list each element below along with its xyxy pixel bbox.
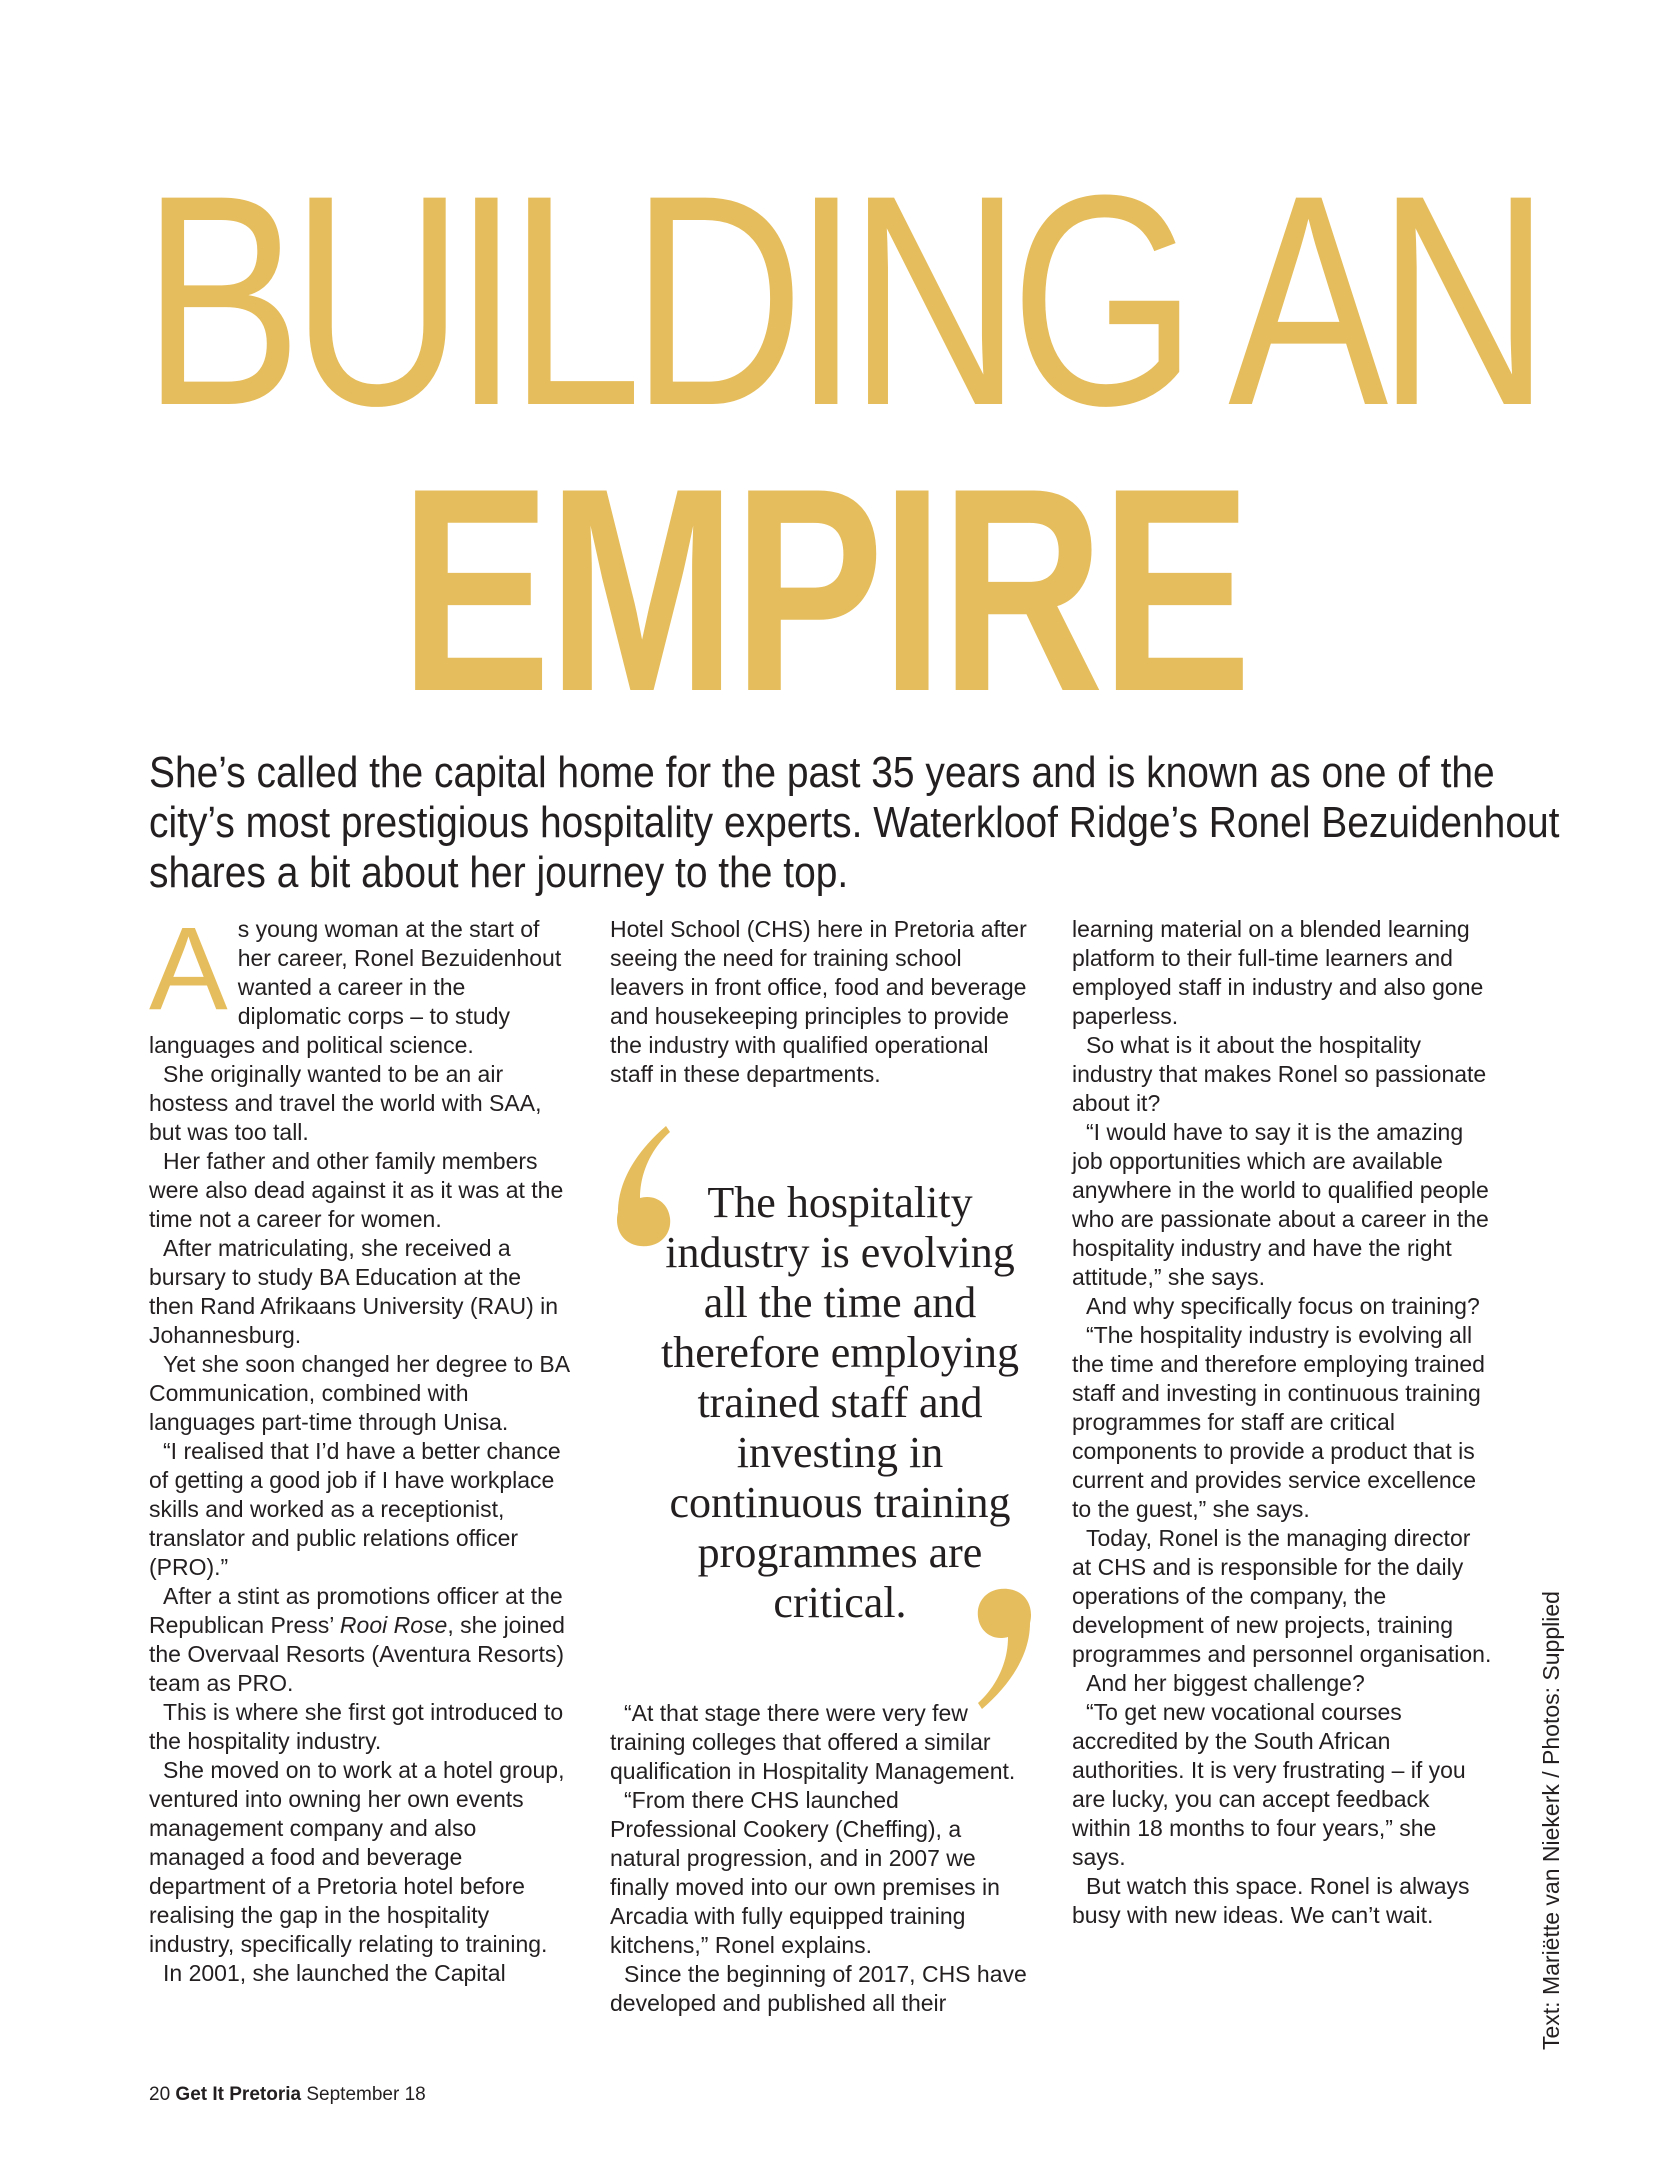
article-column-2-bottom bbox=[610, 1699, 1030, 2018]
paragraph: And why specifically focus on training? bbox=[1086, 1293, 1480, 1319]
paragraph: “To get new vocational courses accredited by the South African authorities. It is very frustrating – if you are lucky, you can accept feedback within 18 months to four years,” she says. bbox=[1072, 1699, 1466, 1870]
publication-name: Get It Pretoria bbox=[175, 2084, 302, 2105]
paragraph: So what is it about the hospitality industry that makes Ronel so passionate about it? bbox=[1072, 1032, 1487, 1116]
issue-date: September 18 bbox=[306, 2084, 426, 2105]
paragraph bbox=[149, 1582, 569, 1698]
article-column-1 bbox=[149, 903, 569, 1988]
paragraph: She originally wanted to be an air hostess and travel the world with SAA, but was too tall. bbox=[149, 1061, 542, 1145]
standfirst: She’s called the capital home for the past 35 years and is known as one of the city’s most prestigious hospitality experts. Waterkloof Ridge’s Ronel Bezuidenhout shares a bit about her journey to the top. bbox=[149, 748, 1560, 897]
paragraph: Today, Ronel is the managing director at CHS and is responsible for the daily operations of the company, the development of new projects, training programmes and personnel organisation. bbox=[1072, 1525, 1492, 1667]
paragraph: “I realised that I’d have a better chance of getting a good job if I have workplace skills and worked as a receptionist, translator and public relations officer (PRO).” bbox=[149, 1438, 561, 1580]
paragraph: But watch this space. Ronel is always busy with new ideas. We can’t wait. bbox=[1072, 1873, 1470, 1928]
paragraph: “I would have to say it is the amazing job opportunities which are available anywhere in the world to qualified people who are passionate about a career in the hospitality industry and have the right attitude,” she says. bbox=[1072, 1119, 1489, 1290]
paragraph: Since the beginning of 2017, CHS have developed and published all their bbox=[610, 1961, 1027, 2016]
paragraph: Yet she soon changed her degree to BA Communication, combined with languages part-time through Unisa. bbox=[149, 1351, 569, 1435]
paragraph-text: , she joined the Overvaal Resorts (Aventura Resorts) team as PRO. bbox=[149, 1612, 565, 1696]
paragraph: “The hospitality industry is evolving all the time and therefore employing trained staff and investing in continuous training programmes for staff are critical components to provide a product that is current and provides service excellence to the guest,” she says. bbox=[1072, 1322, 1485, 1522]
paragraph: “From there CHS launched Professional Cookery (Cheffing), a natural progression, and in 2007 we finally moved into our own premises in Arcadia with fully equipped training kitchens,” Ronel explains. bbox=[610, 1787, 1000, 1958]
paragraph: Hotel School (CHS) here in Pretoria after seeing the need for training school leavers in front office, food and beverage and housekeeping principles to provide the industry with qualified operational staff in these departments. bbox=[610, 916, 1027, 1087]
paragraph: Her father and other family members were also dead against it as it was at the time not a career for women. bbox=[149, 1148, 564, 1232]
paragraph: And her biggest challenge? bbox=[1086, 1670, 1365, 1696]
paragraph: She moved on to work at a hotel group, ventured into owning her own events management company and also managed a food and beverage department of a Pretoria hotel before realising the gap in the hospitality industry, specifically relating to training. bbox=[149, 1757, 565, 1957]
article-column-3 bbox=[1072, 915, 1492, 1930]
magazine-title: Rooi Rose bbox=[339, 1612, 448, 1638]
pull-quote: The hospitality industry is evolving all the time and therefore employing trained staff and investing in continuous training programmes are critical. bbox=[661, 1178, 1019, 1627]
paragraph bbox=[149, 903, 569, 1060]
close-quote-icon bbox=[970, 1545, 1040, 1715]
paragraph: In 2001, she launched the Capital bbox=[163, 1960, 506, 1986]
paragraph-text: After a stint as promotions officer at the Republican Press’ bbox=[149, 1583, 563, 1638]
paragraph-text: s young woman at the start of her career, Ronel Bezuidenhout wanted a career in the diplomatic corps – to study languages and political science. bbox=[149, 916, 562, 1058]
paragraph: learning material on a blended learning platform to their full-time learners and employed staff in industry and also gone paperless. bbox=[1072, 916, 1484, 1029]
paragraph: “At that stage there were very few training colleges that offered a similar qualification in Hospitality Management. bbox=[610, 1700, 1016, 1784]
article-column-2-top bbox=[610, 915, 1030, 1089]
drop-cap: A bbox=[149, 903, 228, 1035]
headline-line-2: EMPIRE bbox=[400, 428, 1249, 752]
page-footer bbox=[149, 2084, 426, 2106]
page-number: 20 bbox=[149, 2084, 171, 2105]
paragraph: This is where she first got introduced to the hospitality industry. bbox=[149, 1699, 564, 1754]
photo-credit: Text: Mariëtte van Niekerk / Photos: Supplied bbox=[1538, 1591, 1564, 2050]
headline-line-1: BUILDING AN bbox=[142, 132, 1540, 468]
paragraph: After matriculating, she received a bursary to study BA Education at the then Rand Afrikaans University (RAU) in Johannesburg. bbox=[149, 1235, 559, 1348]
